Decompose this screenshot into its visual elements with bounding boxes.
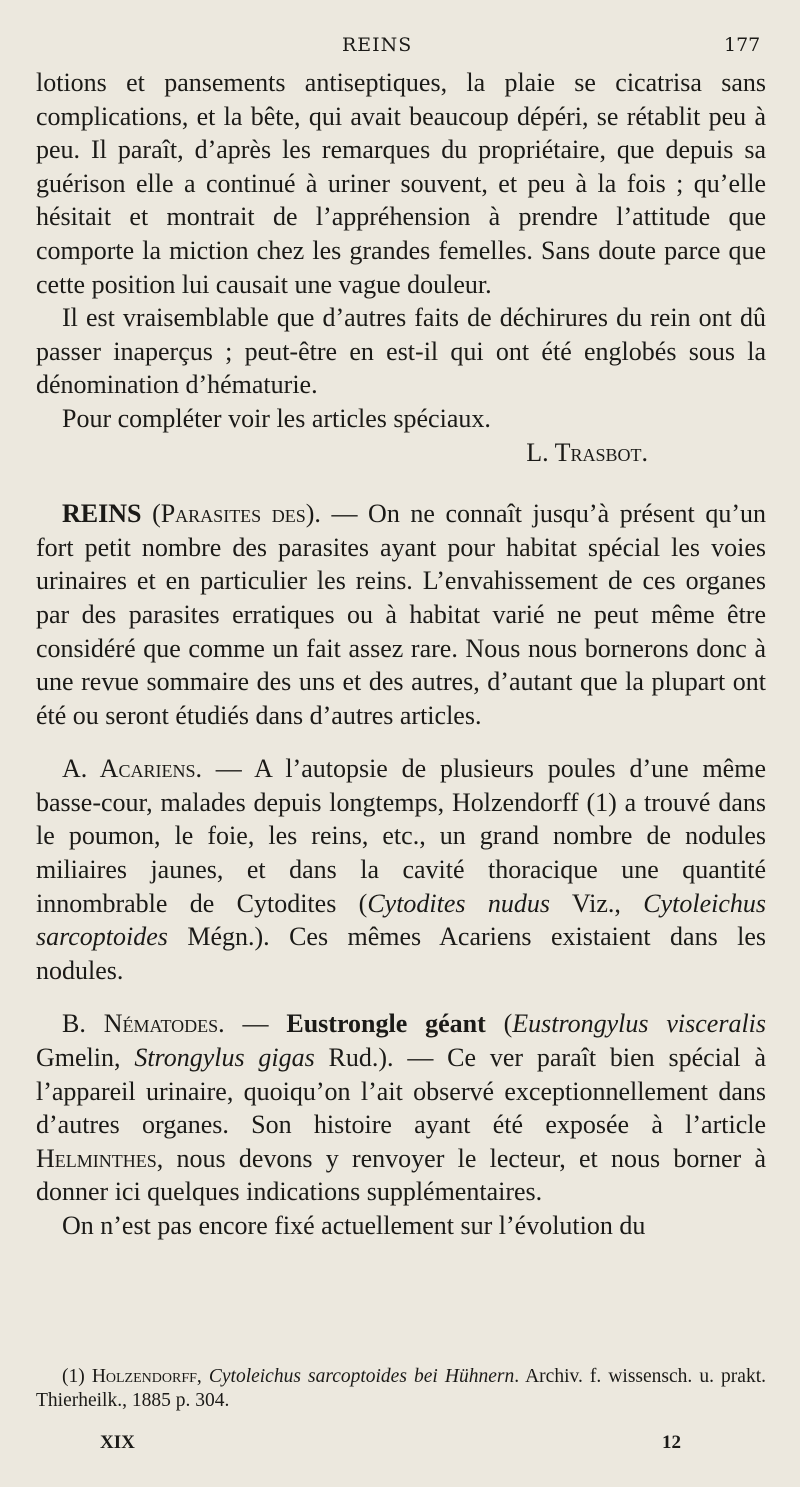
footnote-author: Holzendorff xyxy=(91,1366,197,1387)
page-number: 177 xyxy=(724,34,761,56)
section-heading-sub: (Parasites des). xyxy=(152,499,321,529)
page-footer xyxy=(0,1432,800,1462)
nematodes-cross-reference: Helminthes xyxy=(36,1143,157,1173)
body-text xyxy=(36,66,766,1243)
section-heading: REINS xyxy=(62,499,142,529)
subsection-acariens xyxy=(36,752,766,987)
footnote-1 xyxy=(36,1365,766,1413)
acariens-text-c: Mégn.). Ces mêmes Acariens existaient dans les nodules. xyxy=(36,922,766,985)
nematodes-name: Eustrongle géant xyxy=(286,1009,486,1039)
signature-mark-gathering: 12 xyxy=(662,1432,681,1453)
author-signature: L. Trasbot. xyxy=(526,437,648,467)
paragraph-voir-articles: Pour compléter voir les articles spéciaux. xyxy=(62,403,491,433)
footnote-title: Cytoleichus sarcoptoides bei Hühnern xyxy=(208,1366,515,1387)
running-head xyxy=(0,30,800,62)
nematodes-text-e: , nous devons y renvoyer le lecteur, et nous borner à donner ici quelques indications supplémentaires. xyxy=(36,1143,766,1207)
nematodes-species-1: Eustrongylus visceralis xyxy=(512,1009,767,1039)
nematodes-text-b: ( xyxy=(485,1009,513,1039)
paragraph-evolution: On n’est pas encore fixé actuellement sur l’évolution du xyxy=(62,1211,646,1240)
section-intro xyxy=(36,497,766,732)
footnote-text-a: , xyxy=(196,1366,209,1387)
footnote-marker: (1) xyxy=(62,1366,92,1387)
section-intro-text: — On ne connaît jusqu’à présent qu’un fort petit nombre des parasites ayant pour habitat spécial les voies urinaires et en particulier les reins. L’envahissement de ces organes par des parasites erratiques ou à habitat varié ne peut même être considéré que comme un fait assez rare. Nous nous bornerons donc à une revue sommaire des uns et des autres, d’autant que la plupart ont été ou seront étudiés dans d’autres articles. xyxy=(36,499,767,730)
nematodes-species-2: Strongylus gigas xyxy=(134,1043,315,1073)
acariens-species-2: Cytoleichus sarcoptoides xyxy=(36,888,766,952)
subsection-acariens-label: A. Acariens. xyxy=(62,754,202,784)
nematodes-text-c: Gmelin, xyxy=(36,1043,135,1073)
signature-mark-volume: XIX xyxy=(100,1432,135,1453)
subsection-nematodes-label: B. Nématodes. xyxy=(62,1009,225,1039)
acariens-text-a: — A l’autopsie de plusieurs poules d’une même basse-cour, malades depuis longtemps, Holzendorff (1) a trouvé dans le poumon, le foie, les reins, etc., un grand nombre de nodules miliaires jaunes, et dans la cavité thoracique une quantité innombrable de Cytodites ( xyxy=(36,754,766,918)
subsection-gap xyxy=(36,732,766,752)
subsection-nematodes xyxy=(36,1007,766,1209)
footnotes xyxy=(36,1365,766,1413)
paragraph-dechirures: Il est vraisemblable que d’autres faits de déchirures du rein ont dû passer inaperçus ; peut-être en est-il qui ont été englobés sous la dénomination d’hématurie. xyxy=(36,303,766,400)
subsection-gap xyxy=(36,987,766,1007)
footnote-text-b: . Archiv. f. wissensch. u. prakt. Thierheilk., 1885 p. 304. xyxy=(36,1366,766,1411)
nematodes-text-d: Rud.). — Ce ver paraît bien spécial à l’appareil urinaire, quoiqu’on l’ait observé exceptionnellement dans d’autres organes. Son histoire ayant été exposée à l’article xyxy=(36,1043,766,1140)
acariens-species-1: Cytodites nudus xyxy=(367,888,551,918)
nematodes-text-a: — xyxy=(224,1009,287,1039)
section-gap xyxy=(36,469,766,497)
acariens-text-b: Viz., xyxy=(550,888,644,918)
running-head-title: REINS xyxy=(342,34,413,56)
paragraph-continuation: lotions et pansements antiseptiques, la plaie se cicatrisa sans complications, et la bête, qui avait beaucoup dépéri, se rétablit peu à peu. Il paraît, d’après les remarques du propriétaire, que depuis sa guérison elle a continué à uriner souvent, et peu à la fois ; qu’elle hésitait et montrait de l’appréhension à prendre l’attitude que comporte la miction chez les grandes femelles. Sans doute parce que cette position lui causait une vague douleur. xyxy=(36,68,766,299)
